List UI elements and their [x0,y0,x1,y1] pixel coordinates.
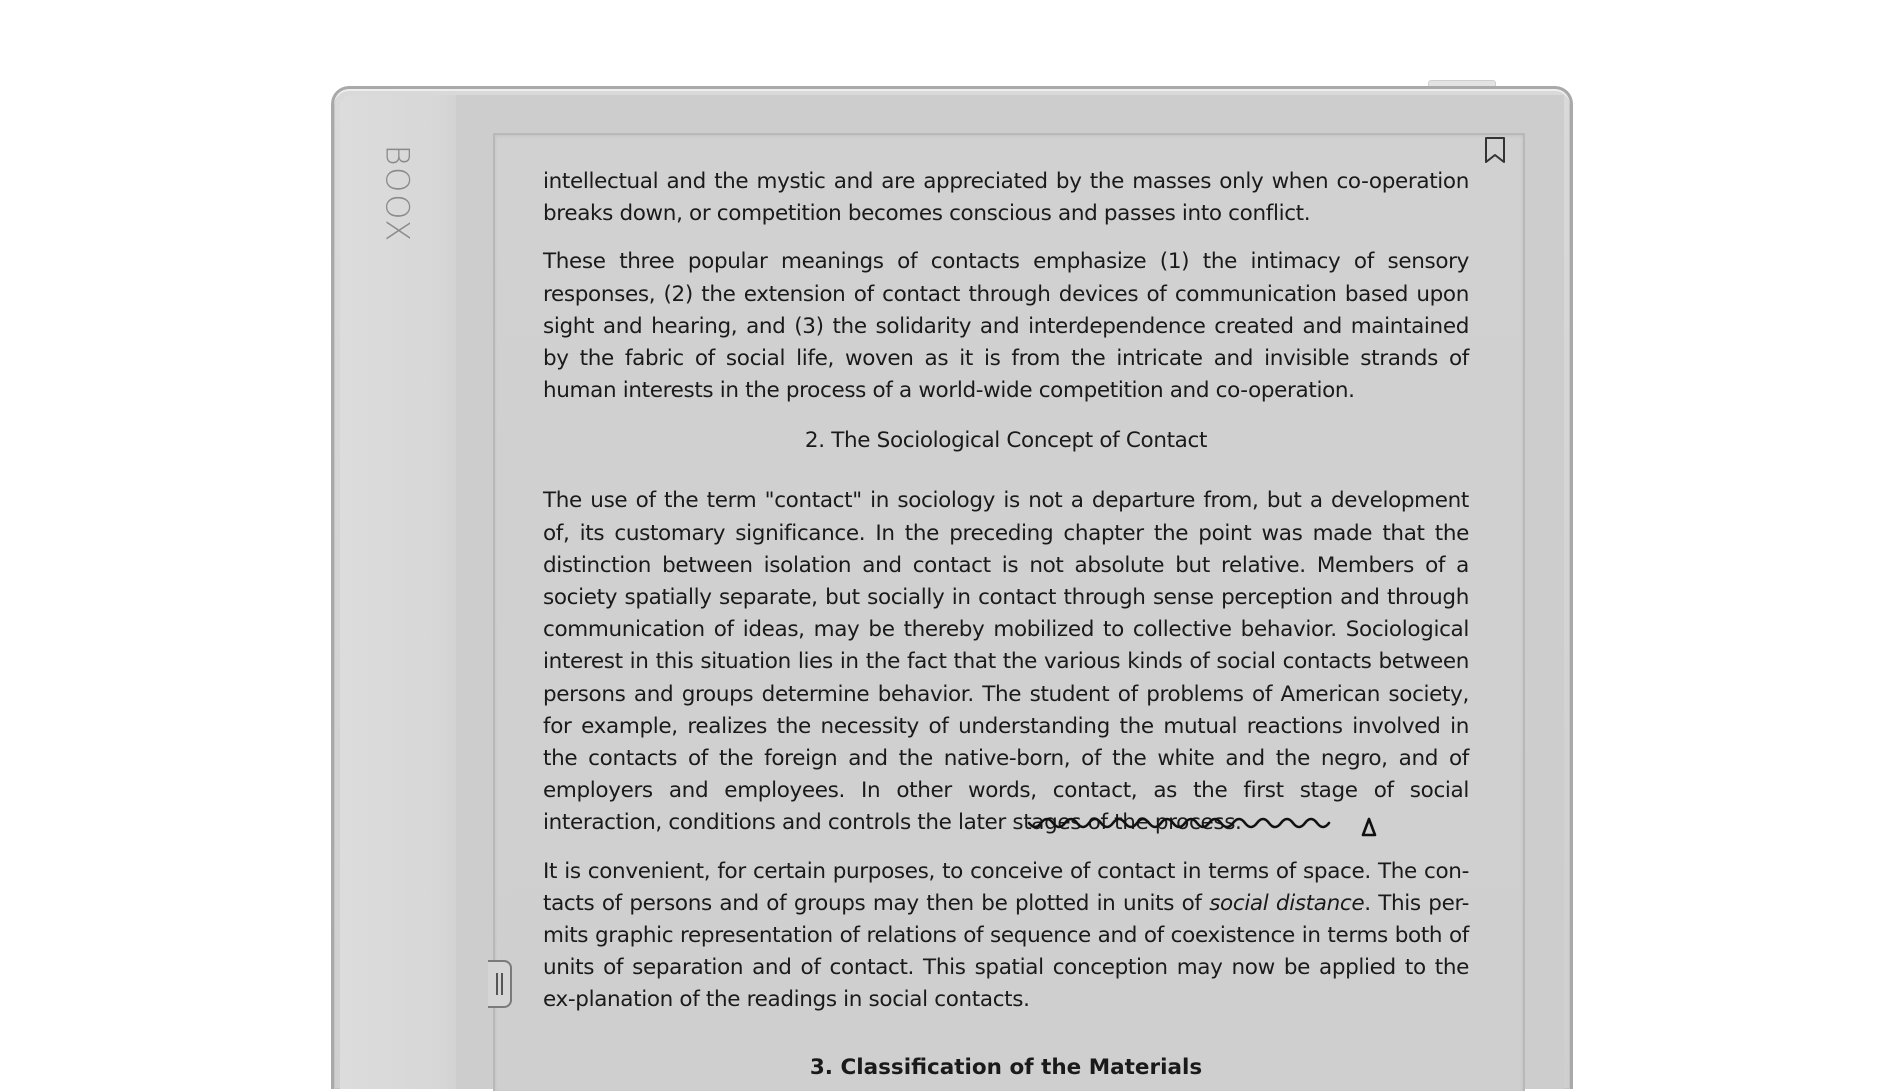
brand-logo [377,139,417,249]
side-menu-handle-icon[interactable] [488,960,512,1008]
reader-page-text [543,166,1469,1033]
bookmark-icon[interactable] [1484,136,1506,164]
paragraph [543,856,1469,1017]
paragraph-text: It is convenient, for certain purposes, to conceive of contact in terms of space. The con-tacts of persons and of groups may then be plotted in units of [543,858,1469,916]
brand-label: BOOX [378,144,417,244]
paragraph: The use of the term "contact" in sociology is not a departure from, but a development of, its customary significance. In the preceding chapter the point was made that the distinction between isolation and contact is not absolute but relative. Members of a society spatially separate, but socially in contact through sense perception and through communication of ideas, may be thereby mobilized to collective behavior. Sociological interest in this situation lies in the fact that the various kinds of social contacts between persons and groups determine behavior. The student of problems of American society, for example, realizes the necessity of understanding the mutual reactions involved in the contacts of the foreign and the native-born, of the white and the negro, and of employers and employees. In other words, contact, as the first stage of social interaction, conditions and controls the later stages of the process. [543,488,1469,836]
emphasized-term: social distance [1209,890,1365,916]
device-grip [340,95,456,1089]
paragraph: These three popular meanings of contacts emphasize (1) the intimacy of sensory responses, (2) the extension of contact through devices of communication based upon sight and hearing, and (3) the solidarity and interdependence created and maintained by the fabric of social life, woven as it is from the intricate and invisible strands of human interests in the process of a world-wide competition and co-operation. [543,249,1469,404]
paragraph: intellectual and the mystic and are appreciated by the masses only when co-operation breaks down, or competition becomes conscious and passes into conflict. [543,169,1469,227]
handwritten-squiggle-underline [1025,813,1380,841]
section-heading: 3. Classification of the Materials [809,1055,1203,1080]
section-heading: 2. The Sociological Concept of Contact [804,428,1208,454]
paragraph-text: . This per-mits graphic representation of relations of sequence and of coexistence in terms both of units of separation and of contact. This spatial conception may now be applied to the ex-planation of the readings in social contacts. [543,890,1469,1013]
